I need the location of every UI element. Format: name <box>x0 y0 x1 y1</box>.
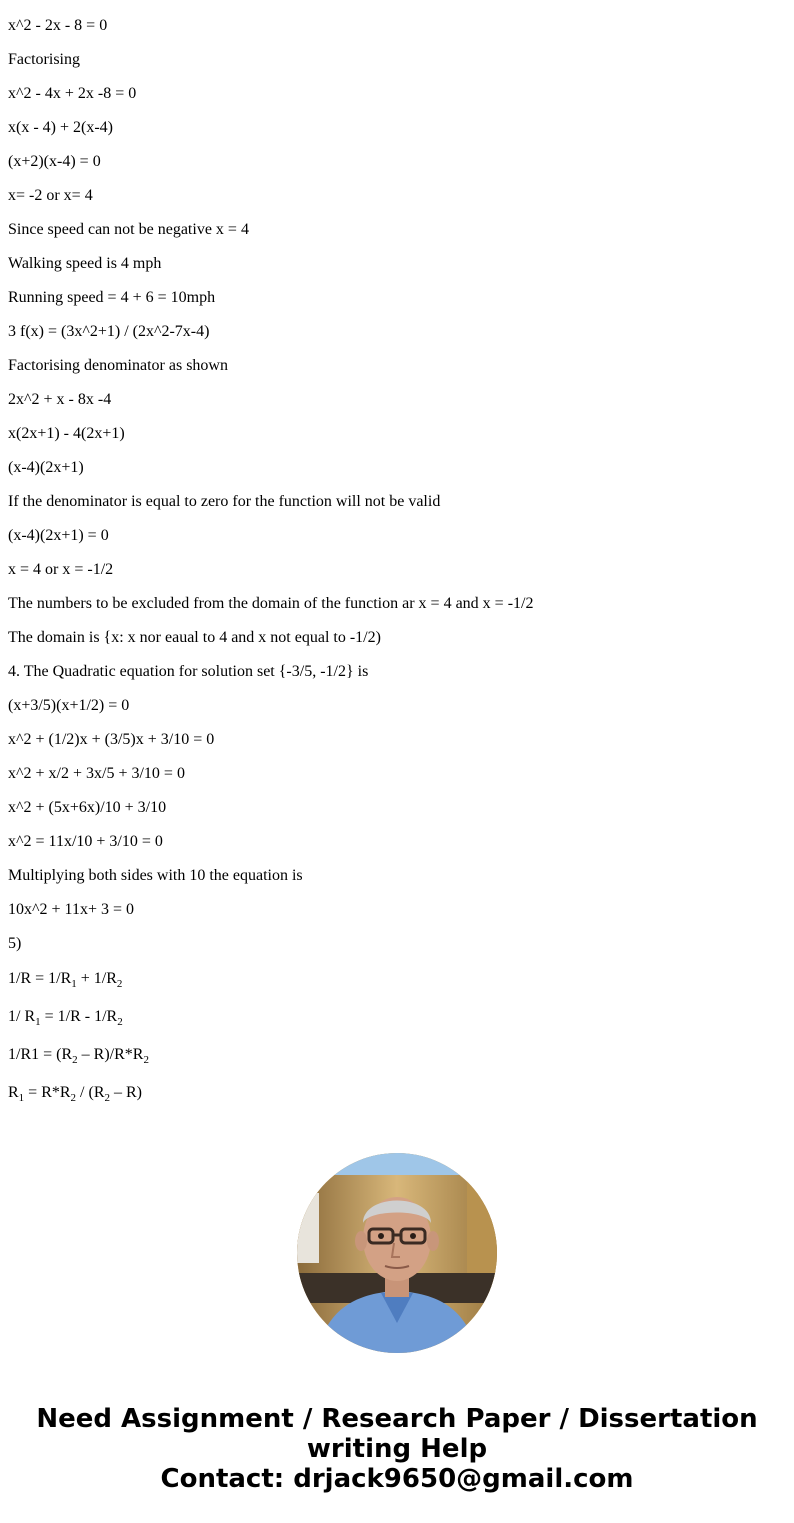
formula-line: $1/R = 1/R_1 + 1/R_2$ <box>8 970 123 991</box>
contact-email: Contact: drjack9650@gmail.com <box>160 1464 634 1494</box>
text-line: x^2 = 11x/10 + 3/10 = 0 <box>8 833 163 850</box>
text-line: Factorising <box>8 51 80 68</box>
text-line: If the denominator is equal to zero for the function will not be valid <box>8 493 441 510</box>
text-line: x^2 + x/2 + 3x/5 + 3/10 = 0 <box>8 765 185 782</box>
text-line: Multiplying both sides with 10 the equation is <box>8 867 303 884</box>
text-line: x^2 - 4x + 2x -8 = 0 <box>8 85 137 102</box>
text-line: Factorising denominator as shown <box>8 357 228 374</box>
text-line: x(x - 4) + 2(x-4) <box>8 119 113 136</box>
footer-heading: Need Assignment / Research Paper / Dissertation <box>36 1404 758 1434</box>
text-line: x^2 + (1/2)x + (3/5)x + 3/10 = 0 <box>8 731 215 748</box>
author-avatar <box>297 1153 497 1353</box>
formula-line: 1/ $R_1 = 1/R - 1/R_2$ <box>8 1008 123 1029</box>
text-line: x^2 - 2x - 8 = 0 <box>8 17 108 34</box>
text-line: The numbers to be excluded from the domain of the function ar x = 4 and x = -1/2 <box>8 595 534 612</box>
text-line: Walking speed is 4 mph <box>8 255 162 272</box>
text-line: Since speed can not be negative x = 4 <box>8 221 249 238</box>
text-line: x = 4 or x = -1/2 <box>8 561 114 578</box>
text-line: 5) <box>8 935 22 952</box>
promo-footer <box>0 1404 794 1494</box>
text-line: Running speed = 4 + 6 = 10mph <box>8 289 216 306</box>
text-line: 4. The Quadratic equation for solution set {-3/5, -1/2} is <box>8 663 369 680</box>
text-line: (x+3/5)(x+1/2) = 0 <box>8 697 130 714</box>
text-line: (x+2)(x-4) = 0 <box>8 153 101 170</box>
footer-heading-cont: writing Help <box>306 1434 488 1464</box>
text-line: x^2 + (5x+6x)/10 + 3/10 <box>8 799 167 816</box>
text-line: (x-4)(2x+1) <box>8 459 84 476</box>
text-line: 10x^2 + 11x+ 3 = 0 <box>8 901 134 918</box>
text-line: 2x^2 + x - 8x -4 <box>8 391 112 408</box>
formula-line: $R_1 = R*R_2 / (R_2 - R)$ <box>8 1084 142 1105</box>
formula-line: $1/R1 = (R_2 - R)/R*R_2$ <box>8 1046 149 1067</box>
text-line: x= -2 or x= 4 <box>8 187 93 204</box>
text-line: (x-4)(2x+1) = 0 <box>8 527 109 544</box>
text-line: The domain is {x: x nor eaual to 4 and x not equal to -1/2) <box>8 629 381 646</box>
text-line: x(2x+1) - 4(2x+1) <box>8 425 125 442</box>
text-line: 3 f(x) = (3x^2+1) / (2x^2-7x-4) <box>8 323 210 340</box>
person-portrait-icon <box>297 1153 497 1353</box>
